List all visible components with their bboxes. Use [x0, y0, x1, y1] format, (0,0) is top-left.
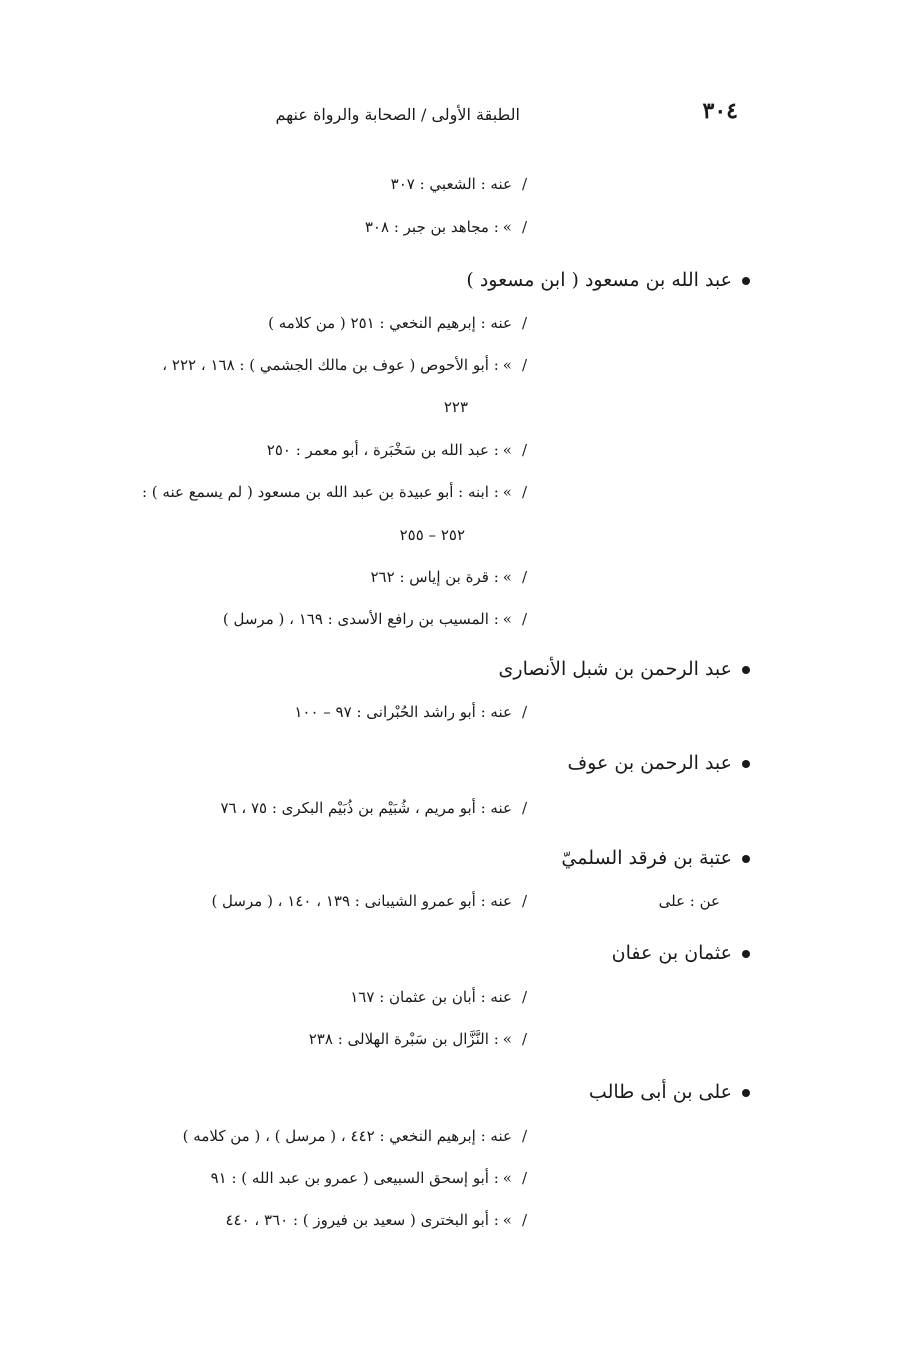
- slash-mark: /: [521, 1211, 527, 1229]
- narrator-line: /»: النَّزَّال بن سَبْرة الهلالى : ٢٣٨: [308, 1030, 527, 1048]
- ditto-mark: »: [502, 441, 512, 459]
- line-text: الشعبي : ٣٠٧: [390, 175, 476, 193]
- narrator-line: [211, 894, 527, 909]
- line-text: عبد الله بن سَخْبَرة ، أبو معمر : ٢٥٠: [266, 441, 489, 459]
- slash-mark: /: [521, 1127, 527, 1145]
- heading-text: على بن أبى طالب: [588, 1081, 732, 1103]
- slash-mark: /: [521, 1169, 527, 1187]
- companion-heading: [612, 944, 750, 963]
- line-text: أبو راشد الحُبْرانى : ٩٧ – ١٠٠: [294, 703, 476, 721]
- ditto-mark: »: [502, 568, 512, 586]
- narrator-line: /»: مجاهد بن جبر : ٣٠٨: [364, 218, 527, 236]
- companion-heading: [567, 754, 750, 773]
- line-label: عنه :: [480, 892, 512, 910]
- narrator-line: /»: المسيب بن رافع الأسدى : ١٦٩ ، ( مرسل ): [222, 610, 527, 628]
- line-text: أبو مريم ، شُبَيْم بن ذُبَيْم البكرى : ٧٥ ، ٧٦: [220, 799, 476, 817]
- companion-heading: [466, 271, 750, 290]
- bullet-icon: [742, 950, 750, 958]
- ditto-mark: »: [502, 1169, 512, 1187]
- narrator-line: /»: عبد الله بن سَخْبَرة ، أبو معمر : ٢٥٠: [266, 441, 527, 459]
- line-label: عنه :: [480, 175, 512, 193]
- narrator-line: /»: أبو الأحوص ( عوف بن مالك الجشمي ) : ١٦٨ ، ٢٢٢ ،: [162, 356, 527, 374]
- ditto-mark: »: [502, 1211, 512, 1229]
- line-continuation: ٢٢٣: [443, 398, 468, 416]
- slash-mark: /: [521, 483, 527, 501]
- heading-text: عتبة بن فرقد السلميّ: [561, 847, 732, 869]
- line-label: عنه :: [480, 703, 512, 721]
- line-text: قرة بن إياس : ٢٦٢: [370, 568, 489, 586]
- narrator-line: /»: ابنه : أبو عبيدة بن عبد الله بن مسعود ( لم يسمع عنه ) :: [141, 483, 527, 501]
- heading-text: عثمان بن عفان: [611, 942, 732, 964]
- narrator-line: /»: أبو إسحق السبيعى ( عمرو بن عبد الله ) : ٩١: [210, 1169, 527, 1187]
- line-text: أبو الأحوص ( عوف بن مالك الجشمي ) : ١٦٨ ، ٢٢٢ ،: [162, 356, 489, 374]
- bullet-icon: [742, 760, 750, 768]
- narrator-line: [294, 705, 527, 720]
- narrator-line: [350, 990, 527, 1005]
- slash-mark: /: [521, 610, 527, 628]
- heading-text: عبد الله بن مسعود ( ابن مسعود ): [466, 269, 732, 291]
- narrator-line: /»: قرة بن إياس : ٢٦٢: [370, 568, 527, 586]
- slash-mark: /: [521, 799, 527, 817]
- slash-mark: /: [521, 218, 527, 236]
- heading-text: عبد الرحمن بن شبل الأنصارى: [498, 658, 732, 680]
- line-text: مجاهد بن جبر : ٣٠٨: [364, 218, 489, 236]
- slash-mark: /: [521, 703, 527, 721]
- narrator-line: [268, 316, 527, 331]
- slash-mark: /: [521, 892, 527, 910]
- bullet-icon: [742, 277, 750, 285]
- line-label: عنه :: [480, 1127, 512, 1145]
- line-label: عنه :: [480, 988, 512, 1006]
- slash-mark: /: [521, 175, 527, 193]
- line-text: النَّزَّال بن سَبْرة الهلالى : ٢٣٨: [308, 1030, 489, 1048]
- line-continuation: ٢٥٢ – ٢٥٥: [399, 526, 465, 544]
- heading-text: عبد الرحمن بن عوف: [567, 752, 732, 774]
- slash-mark: /: [521, 568, 527, 586]
- side-note: عن : على: [658, 892, 720, 910]
- line-text: إبرهيم النخعي : ٢٥١ ( من كلامه ): [268, 314, 476, 332]
- ditto-mark: »: [502, 1030, 512, 1048]
- narrator-line: [391, 177, 527, 192]
- slash-mark: /: [521, 1030, 527, 1048]
- page-number: ٣٠٤: [702, 98, 738, 124]
- line-text: أبو إسحق السبيعى ( عمرو بن عبد الله ) : ٩١: [210, 1169, 489, 1187]
- narrator-line: [220, 801, 527, 816]
- line-text: إبرهيم النخعي : ٤٤٢ ، ( مرسل ) ، ( من كلامه ): [182, 1127, 476, 1145]
- companion-heading: [499, 660, 750, 679]
- line-text: أبو البخترى ( سعيد بن فيروز ) : ٣٦٠ ، ٤٤٠: [225, 1211, 489, 1229]
- companion-heading: [589, 1083, 750, 1102]
- bullet-icon: [742, 666, 750, 674]
- narrator-line: /»: أبو البخترى ( سعيد بن فيروز ) : ٣٦٠ ، ٤٤٠: [225, 1211, 527, 1229]
- narrator-line: [183, 1129, 527, 1144]
- line-label: عنه :: [480, 799, 512, 817]
- slash-mark: /: [521, 988, 527, 1006]
- line-text: أبان بن عثمان : ١٦٧: [350, 988, 476, 1006]
- slash-mark: /: [521, 356, 527, 374]
- ditto-mark: »: [502, 483, 512, 501]
- bullet-icon: [742, 1089, 750, 1097]
- line-label: عنه :: [480, 314, 512, 332]
- companion-heading: [561, 849, 750, 868]
- bullet-icon: [742, 855, 750, 863]
- ditto-mark: »: [502, 356, 512, 374]
- running-header: الطبقة الأولى / الصحابة والرواة عنهم: [275, 105, 520, 124]
- line-text: أبو عمرو الشيبانى : ١٣٩ ، ١٤٠ ، ( مرسل ): [211, 892, 476, 910]
- ditto-mark: »: [502, 610, 512, 628]
- slash-mark: /: [521, 441, 527, 459]
- slash-mark: /: [521, 314, 527, 332]
- line-text: المسيب بن رافع الأسدى : ١٦٩ ، ( مرسل ): [222, 610, 489, 628]
- line-text: ابنه : أبو عبيدة بن عبد الله بن مسعود ( لم يسمع عنه ) :: [141, 483, 489, 501]
- ditto-mark: »: [502, 218, 512, 236]
